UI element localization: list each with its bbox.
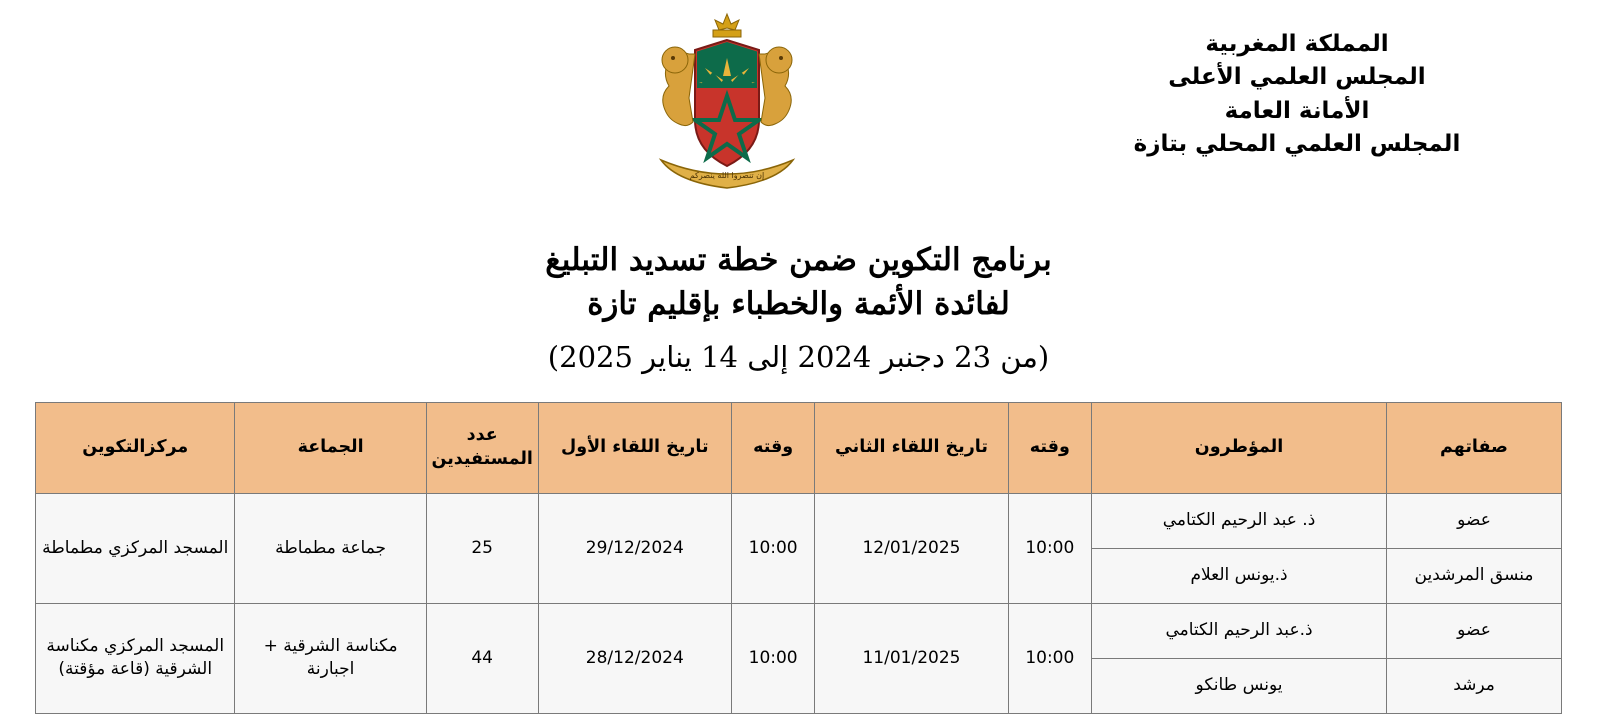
column-header-supervisors: المؤطرون <box>1092 402 1387 493</box>
cell-sifa: عضو <box>1387 493 1562 548</box>
cell-center: المسجد المركزي مكناسة الشرقية (قاعة مؤقتة) <box>36 603 235 713</box>
column-header-date1: تاريخ اللقاء الأول <box>538 402 731 493</box>
cell-jamaa: مكناسة الشرقية + اجبارنة <box>235 603 426 713</box>
cell-sifa: عضو <box>1387 603 1562 658</box>
institution-line-1: المملكة المغربية <box>1205 31 1389 57</box>
table-header-row <box>36 402 1562 493</box>
institution-line-4: المجلس العلمي المحلي بتازة <box>1133 131 1461 158</box>
cell-supervisor: ذ.يونس العلام <box>1092 548 1387 603</box>
cell-time2: 10:00 <box>1008 603 1091 713</box>
cell-count: 44 <box>426 603 538 713</box>
institution-titles <box>1037 10 1597 161</box>
cell-sifa: مرشد <box>1387 658 1562 713</box>
cell-date1: 29/12/2024 <box>538 493 731 603</box>
cell-date2: 11/01/2025 <box>815 603 1008 713</box>
title-line-2: لفائدة الأئمة والخطباء بإقليم تازة <box>587 286 1010 323</box>
cell-time1: 10:00 <box>731 493 814 603</box>
cell-supervisor: ذ. عبد الرحيم الكتامي <box>1092 493 1387 548</box>
cell-time2: 10:00 <box>1008 493 1091 603</box>
column-header-time2: وقته <box>1008 402 1091 493</box>
column-header-sifat: صفاتهم <box>1387 402 1562 493</box>
document-title-block <box>0 238 1597 380</box>
table-row <box>36 493 1562 548</box>
cell-center: المسجد المركزي مطماطة <box>36 493 235 603</box>
institution-line-3: الأمانة العامة <box>1224 97 1370 124</box>
institution-line-2: المجلس العلمي الأعلى <box>1168 64 1426 91</box>
table-body <box>36 493 1562 713</box>
morocco-coat-of-arms-icon <box>627 10 827 200</box>
cell-count: 25 <box>426 493 538 603</box>
emblem-container <box>577 10 877 200</box>
cell-sifa: منسق المرشدين <box>1387 548 1562 603</box>
document-header <box>0 0 1597 210</box>
title-period: (من 23 دجنبر 2024 إلى 14 يناير 2025) <box>547 340 1050 375</box>
column-header-count: عدد المستفيدين <box>426 402 538 493</box>
schedule-table <box>35 402 1562 714</box>
schedule-table-wrapper <box>0 402 1597 714</box>
cell-jamaa: جماعة مطماطة <box>235 493 426 603</box>
column-header-time1: وقته <box>731 402 814 493</box>
column-header-center: مركزالتكوين <box>36 402 235 493</box>
column-header-date2: تاريخ اللقاء الثاني <box>815 402 1008 493</box>
svg-text:إن تنصروا الله ينصركم: إن تنصروا الله ينصركم <box>689 171 765 180</box>
cell-supervisor: ذ.عبد الرحيم الكتامي <box>1092 603 1387 658</box>
table-row <box>36 603 1562 658</box>
column-header-jamaa: الجماعة <box>235 402 426 493</box>
cell-date1: 28/12/2024 <box>538 603 731 713</box>
title-line-1: برنامج التكوين ضمن خطة تسديد التبليغ <box>545 242 1052 278</box>
cell-supervisor: يونس طانكو <box>1092 658 1387 713</box>
cell-date2: 12/01/2025 <box>815 493 1008 603</box>
cell-time1: 10:00 <box>731 603 814 713</box>
